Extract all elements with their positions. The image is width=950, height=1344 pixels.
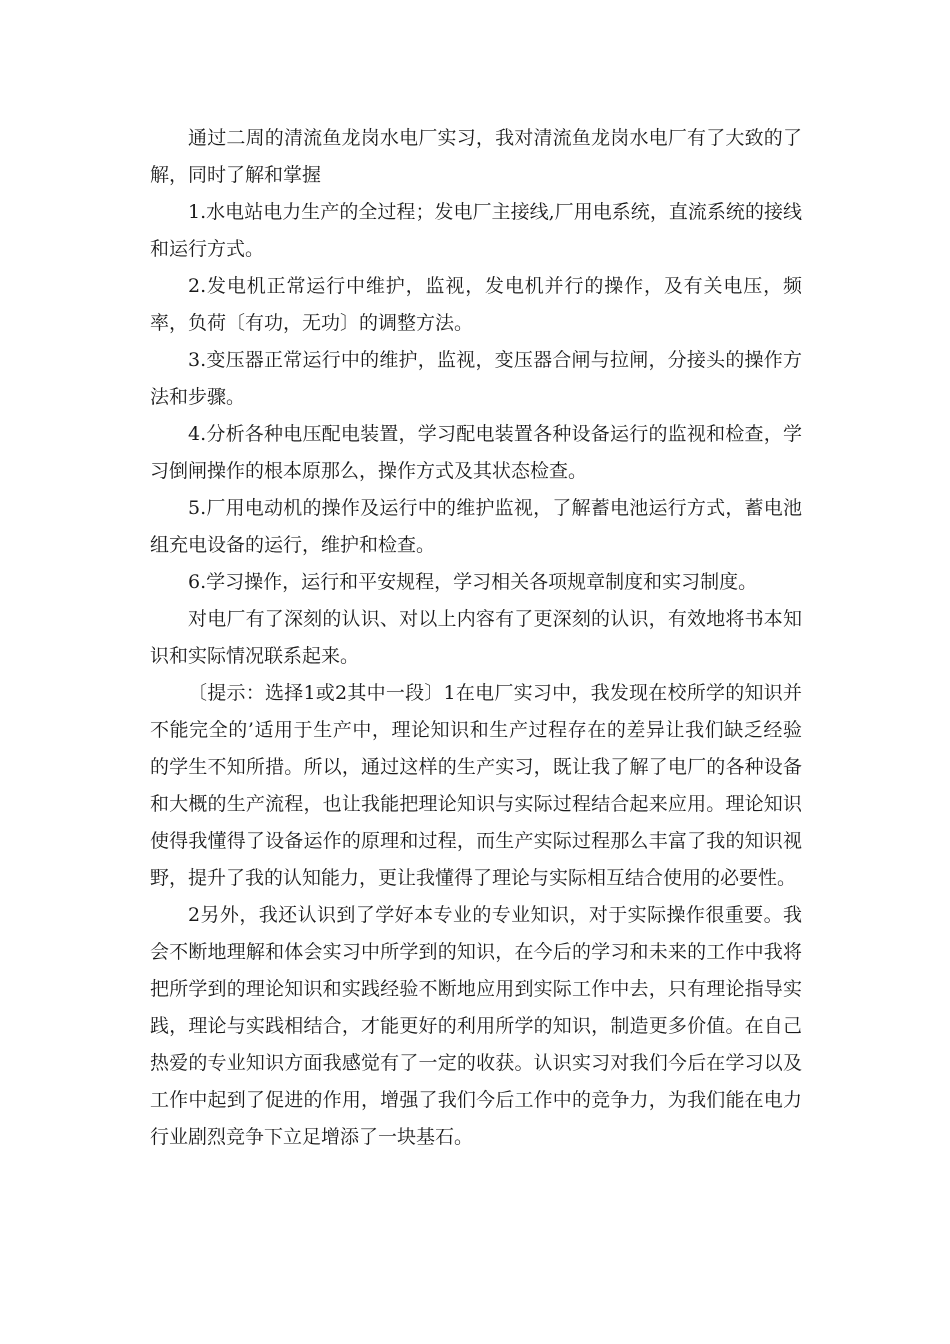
list-item-2: 2.发电机正常运行中维护，监视，发电机并行的操作，及有关电压，频率，负荷〔有功，无功〕的调整方法。 [150,275,802,334]
list-item-5: 5.厂用电动机的操作及运行中的维护监视，了解蓄电池运行方式，蓄电池组充电设备的运行，维护和检查。 [150,497,802,556]
list-item-1: 1.水电站电力生产的全过程；发电厂主接线,厂用电系统，直流系统的接线和运行方式。 [150,201,802,260]
intro-paragraph: 通过二周的清流鱼龙岗水电厂实习，我对清流鱼龙岗水电厂有了大致的了解，同时了解和掌握 [150,127,802,186]
summary-paragraph: 对电厂有了深刻的认识、对以上内容有了更深刻的认识，有效地将书本知识和实际情况联系起来。 [150,608,802,667]
option-1-paragraph: 〔提示：选择1或2其中一段〕1在电厂实习中，我发现在校所学的知识并不能完全的’适用于生产中，理论知识和生产过程存在的差异让我们缺乏经验的学生不知所措。所以，通过这样的生产实习，既让我了解了电厂的各种设备和大概的生产流程，也让我能把理论知识与实际过程结合起来应用。理论知识使得我懂得了设备运作的原理和过程，而生产实际过程那么丰富了我的知识视野，提升了我的认知能力，更让我懂得了理论与实际相互结合使用的必要性。 [150,682,802,889]
option-2-paragraph: 2另外，我还认识到了学好本专业的专业知识，对于实际操作很重要。我会不断地理解和体会实习中所学到的知识，在今后的学习和未来的工作中我将把所学到的理论知识和实践经验不断地应用到实际工作中去，只有理论指导实践，理论与实践相结合，才能更好的利用所学的知识，制造更多价值。在自己热爱的专业知识方面我感觉有了一定的收获。认识实习对我们今后在学习以及工作中起到了促进的作用，增强了我们今后工作中的竞争力，为我们能在电力行业剧烈竞争下立足增添了一块基石。 [150,904,802,1148]
list-item-3: 3.变压器正常运行中的维护，监视，变压器合闸与拉闸，分接头的操作方法和步骤。 [150,349,802,408]
document-body [150,120,802,1156]
list-item-6: 6.学习操作，运行和平安规程，学习相关各项规章制度和实习制度。 [188,571,758,593]
list-item-4: 4.分析各种电压配电装置，学习配电装置各种设备运行的监视和检查，学习倒闸操作的根本原那么，操作方式及其状态检查。 [150,423,802,482]
